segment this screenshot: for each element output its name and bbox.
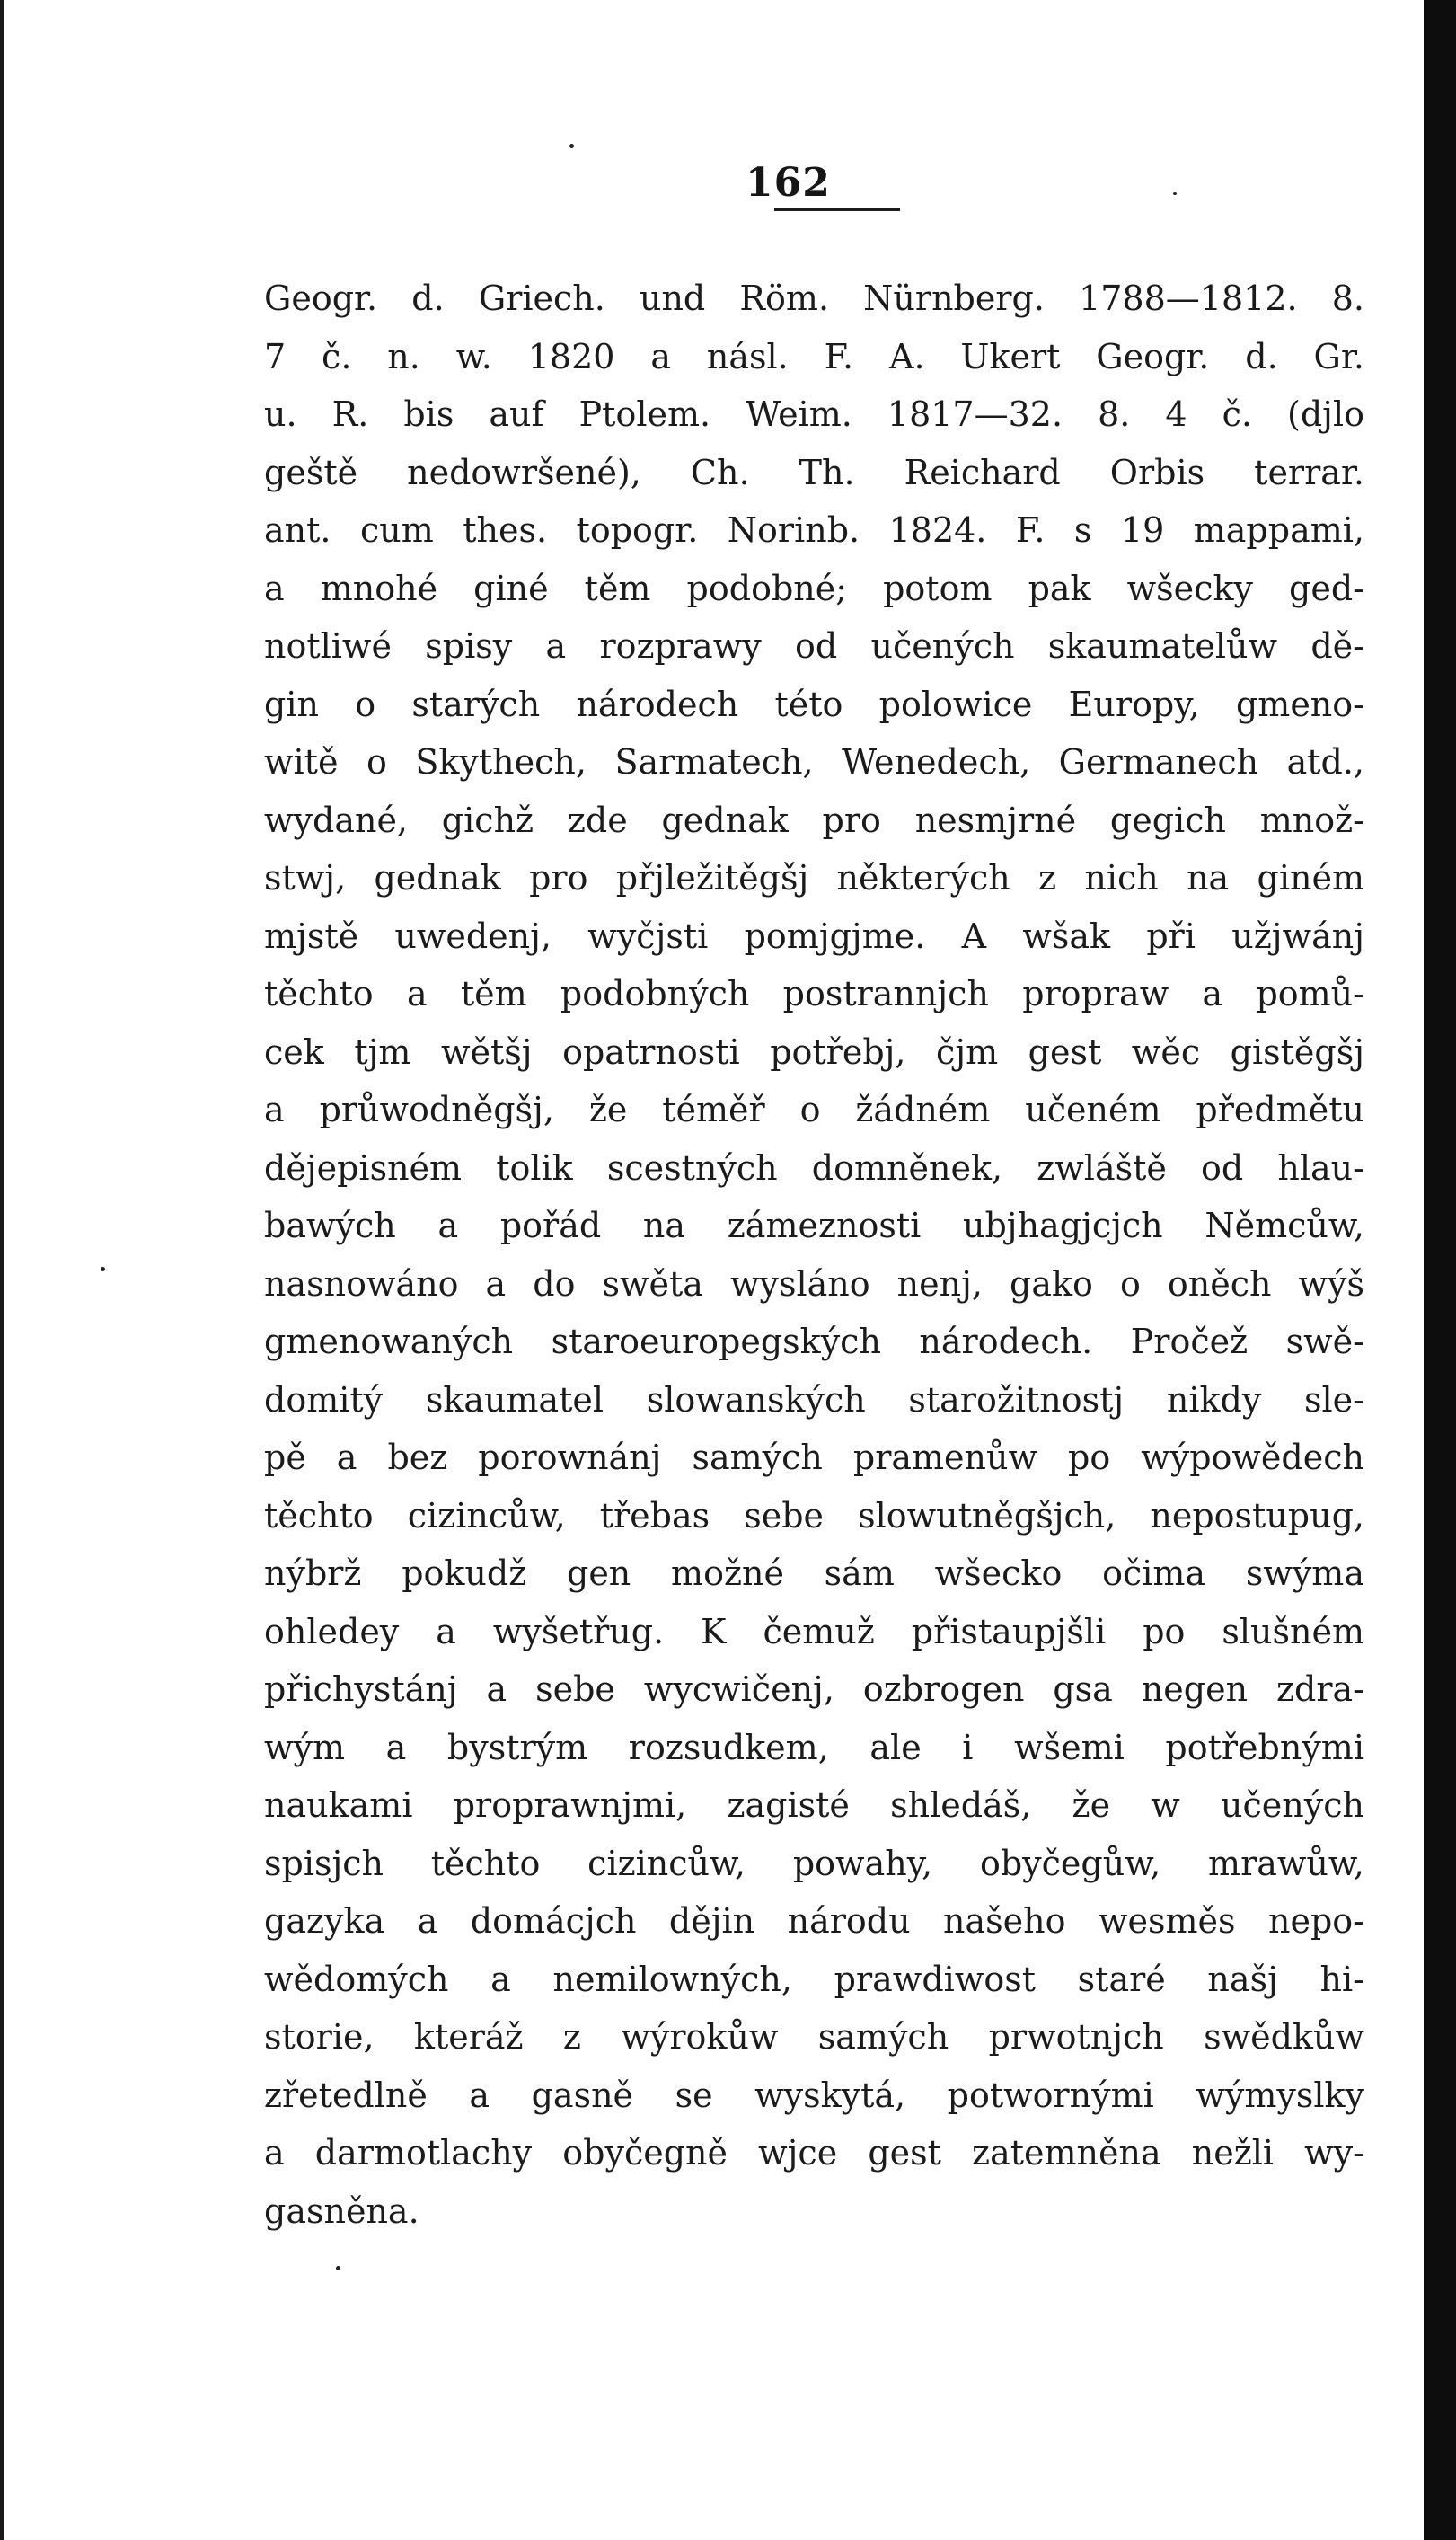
text-line: gmenowaných staroeuropegských národech. Pročež swě-	[264, 1322, 1364, 1361]
text-line: a průwodněgšj, že téměř o žádném učeném předmětu	[264, 1090, 1364, 1129]
text-line: nýbrž pokudž gen možné sám wšecko očima swýma	[264, 1553, 1364, 1593]
scan-speck	[101, 1267, 105, 1271]
text-line: nasnowáno a do swěta wysláno nenj, gako o oněch wýš	[264, 1263, 1364, 1304]
text-line: bawých a pořád na zámeznosti ubjhagjcjch Němcůw,	[264, 1206, 1364, 1245]
scan-speck	[569, 144, 574, 148]
text-line: wědomých a nemilowných, prawdiwost staré našj hi-	[264, 1959, 1364, 1999]
text-line: pě a bez porownánj samých pramenůw po wýpowědech	[264, 1438, 1364, 1477]
text-line: notliwé spisy a rozprawy od učených skaumatelůw dě-	[264, 626, 1364, 666]
text-line: těchto a těm podobných postrannjch propraw a pomů-	[264, 974, 1364, 1013]
text-line: gasněna.	[264, 2190, 419, 2231]
text-line: těchto cizincůw, třebas sebe slowutněgšjch, nepostupug,	[264, 1495, 1364, 1536]
text-line: mjstě uwedenj, wyčjsti pomjgjme. A wšak při užjwánj	[264, 916, 1364, 956]
text-line: wým a bystrým rozsudkem, ale i wšemi potřebnými	[264, 1727, 1364, 1767]
text-line: ohledey a wyšetřug. K čemuž přistaupjšli po slušném	[264, 1611, 1364, 1651]
text-line: spisjch těchto cizincůw, powahy, obyčegůw, mrawůw,	[264, 1843, 1364, 1883]
text-line: zřetedlně a gasně se wyskytá, potwornými wýmyslky	[264, 2075, 1364, 2115]
text-line: a mnohé giné těm podobné; potom pak wšecky ged-	[264, 568, 1364, 608]
text-line: přichystánj a sebe wycwičenj, ozbrogen gsa negen zdra-	[264, 1669, 1364, 1709]
body-text	[264, 270, 1364, 2240]
text-line: a darmotlachy obyčegně wjce gest zatemněna nežli wy-	[264, 2133, 1364, 2173]
text-line: naukami proprawnjmi, zagisté shledáš, že w učených	[264, 1785, 1364, 1825]
text-line: 7 č. n. w. 1820 a násl. F. A. Ukert Geogr. d. Gr.	[264, 336, 1364, 376]
page-number-rule	[774, 208, 900, 211]
text-line: gazyka a domácjch dějin národu našeho wesměs nepo-	[264, 1901, 1364, 1941]
text-line: dějepisném tolik scestných domněnek, zwláště od hlau-	[264, 1147, 1364, 1188]
book-page	[4, 0, 1424, 2540]
text-line: geště nedowršené), Ch. Th. Reichard Orbis terrar.	[264, 452, 1364, 492]
text-line: Geogr. d. Griech. und Röm. Nürnberg. 1788—1812. 8.	[264, 279, 1364, 318]
text-line: domitý skaumatel slowanských starožitnostj nikdy sle-	[264, 1379, 1364, 1420]
scan-right-edge	[1424, 0, 1456, 2540]
text-line: u. R. bis auf Ptolem. Weim. 1817—32. 8. 4 č. (djlo	[264, 394, 1364, 434]
scan-speck	[1173, 192, 1177, 195]
page-number: 162	[746, 160, 831, 206]
text-line: stwj, gednak pro přjležitěgšj některých z nich na giném	[264, 858, 1364, 898]
text-line: wydané, gichž zde gednak pro nesmjrné gegich množ-	[264, 800, 1364, 840]
text-line: ant. cum thes. topogr. Norinb. 1824. F. s 19 mappami,	[264, 510, 1364, 550]
text-line: witě o Skythech, Sarmatech, Wenedech, Germanech atd.,	[264, 742, 1364, 782]
scan-speck	[336, 2266, 340, 2270]
text-line: cek tjm wětšj opatrnosti potřebj, čjm gest wěc gistěgšj	[264, 1031, 1364, 1072]
text-line: gin o starých národech této polowice Europy, gmeno-	[264, 684, 1364, 724]
text-line: storie, kteráž z wýrokůw samých prwotnjch swědkůw	[264, 2017, 1364, 2057]
